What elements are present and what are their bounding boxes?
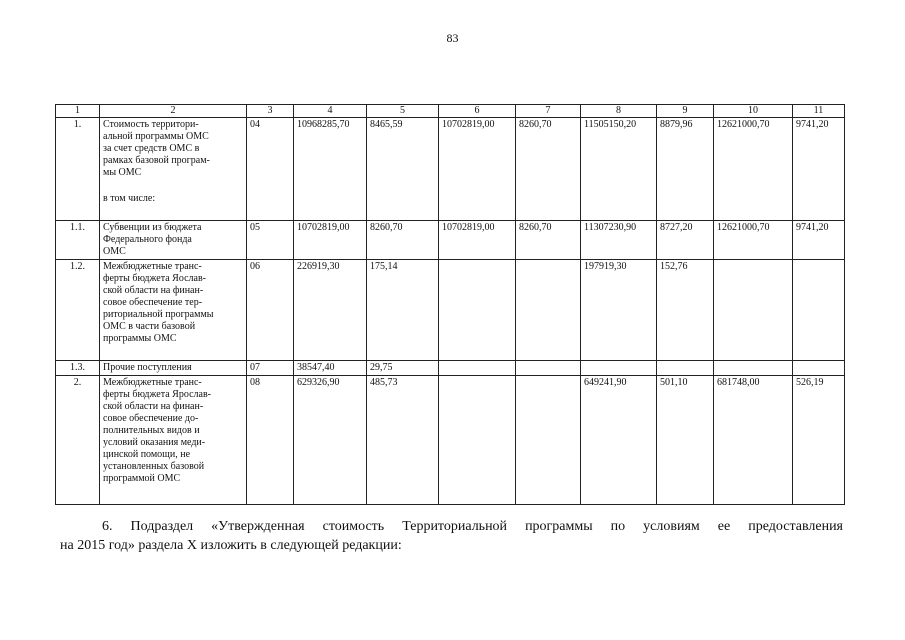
row-name [100, 260, 247, 361]
value-cell-c4: 629326,90 [294, 376, 367, 505]
row-name-line: Межбюджетные транс- [103, 261, 202, 272]
row-name-line: риториальной программы [103, 309, 214, 320]
value-cell-c6: 10702819,00 [439, 118, 516, 221]
row-name-line: полнительных видов и [103, 425, 200, 436]
table-row [56, 118, 845, 221]
row-code: 06 [247, 260, 294, 361]
value-cell-c9: 8879,96 [657, 118, 714, 221]
value-cell-c8: 649241,90 [581, 376, 657, 505]
row-number: 1.2. [56, 260, 100, 361]
column-header: 7 [516, 105, 581, 118]
value-cell-c11: 9741,20 [793, 221, 845, 260]
row-name [100, 361, 247, 376]
paragraph-line: 6. Подраздел «Утвержденная стоимость Территориальной программы по условиям ее предоставления [102, 519, 843, 534]
row-name-line: совое обеспечение до- [103, 413, 199, 424]
row-number: 1.3. [56, 361, 100, 376]
row-name-line: ферты бюджета Ярослав- [103, 389, 211, 400]
row-name-line: Субвенции из бюджета [103, 222, 202, 233]
column-header: 9 [657, 105, 714, 118]
value-cell-c10 [714, 260, 793, 361]
column-header: 10 [714, 105, 793, 118]
column-header: 1 [56, 105, 100, 118]
row-name-line: альной программы ОМС [103, 131, 209, 142]
value-cell-c8: 11307230,90 [581, 221, 657, 260]
column-header: 2 [100, 105, 247, 118]
paragraph-line: на 2015 год» раздела X изложить в следующей редакции: [60, 538, 402, 553]
row-name-line: мы ОМС [103, 167, 142, 178]
value-cell-c6 [439, 260, 516, 361]
value-cell-c8: 11505150,20 [581, 118, 657, 221]
value-cell-c11 [793, 361, 845, 376]
row-note: в том числе: [103, 193, 156, 204]
row-code: 05 [247, 221, 294, 260]
row-code: 04 [247, 118, 294, 221]
value-cell-c9: 501,10 [657, 376, 714, 505]
value-cell-c4: 10968285,70 [294, 118, 367, 221]
value-cell-c6 [439, 361, 516, 376]
column-header: 4 [294, 105, 367, 118]
value-cell-c6 [439, 376, 516, 505]
value-cell-c5: 175,14 [367, 260, 439, 361]
row-name-line: ской области на финан- [103, 401, 204, 412]
column-header: 11 [793, 105, 845, 118]
row-name-line: установленных базовой [103, 461, 205, 472]
table-row [56, 376, 845, 505]
value-cell-c5: 485,73 [367, 376, 439, 505]
table-row [56, 361, 845, 376]
value-cell-c7 [516, 260, 581, 361]
section-paragraph [60, 517, 843, 555]
value-cell-c10: 12621000,70 [714, 221, 793, 260]
value-cell-c11: 526,19 [793, 376, 845, 505]
value-cell-c11 [793, 260, 845, 361]
budget-table [55, 104, 845, 505]
value-cell-c4: 10702819,00 [294, 221, 367, 260]
value-cell-c4: 226919,30 [294, 260, 367, 361]
row-code: 08 [247, 376, 294, 505]
row-name [100, 118, 247, 221]
value-cell-c9: 8727,20 [657, 221, 714, 260]
value-cell-c10: 681748,00 [714, 376, 793, 505]
value-cell-c9: 152,76 [657, 260, 714, 361]
page-number: 83 [446, 31, 459, 45]
row-name [100, 376, 247, 505]
row-name-line: Федерального фонда [103, 234, 192, 245]
value-cell-c11: 9741,20 [793, 118, 845, 221]
value-cell-c7: 8260,70 [516, 118, 581, 221]
row-number: 2. [56, 376, 100, 505]
value-cell-c10: 12621000,70 [714, 118, 793, 221]
row-name-line: рамках базовой програм- [103, 155, 210, 166]
row-name-line: цинской помощи, не [103, 449, 191, 460]
row-name-line: за счет средств ОМС в [103, 143, 200, 154]
value-cell-c5: 29,75 [367, 361, 439, 376]
row-name-line: программы ОМС [103, 333, 177, 344]
row-name-line: ОМС [103, 246, 126, 257]
row-name-line: Стоимость территори- [103, 119, 199, 130]
row-name-line: программой ОМС [103, 473, 181, 484]
table-header-row [56, 105, 845, 118]
value-cell-c7: 8260,70 [516, 221, 581, 260]
row-name [100, 221, 247, 260]
table-row [56, 260, 845, 361]
row-name-line: условий оказания меди- [103, 437, 206, 448]
column-header: 8 [581, 105, 657, 118]
row-number: 1. [56, 118, 100, 221]
value-cell-c6: 10702819,00 [439, 221, 516, 260]
row-name-line: ской области на финан- [103, 285, 204, 296]
value-cell-c10 [714, 361, 793, 376]
row-name-line: Межбюджетные транс- [103, 377, 202, 388]
column-header: 6 [439, 105, 516, 118]
column-header: 5 [367, 105, 439, 118]
value-cell-c7 [516, 376, 581, 505]
row-name-line: ферты бюджета Яослав- [103, 273, 206, 284]
column-header: 3 [247, 105, 294, 118]
value-cell-c4: 38547,40 [294, 361, 367, 376]
row-name-line: совое обеспечение тер- [103, 297, 203, 308]
row-name-line: ОМС в части базовой [103, 321, 196, 332]
row-number: 1.1. [56, 221, 100, 260]
row-name-line: Прочие поступления [103, 362, 192, 373]
value-cell-c8 [581, 361, 657, 376]
table-row [56, 221, 845, 260]
value-cell-c5: 8260,70 [367, 221, 439, 260]
value-cell-c5: 8465,59 [367, 118, 439, 221]
value-cell-c7 [516, 361, 581, 376]
value-cell-c8: 197919,30 [581, 260, 657, 361]
row-code: 07 [247, 361, 294, 376]
value-cell-c9 [657, 361, 714, 376]
